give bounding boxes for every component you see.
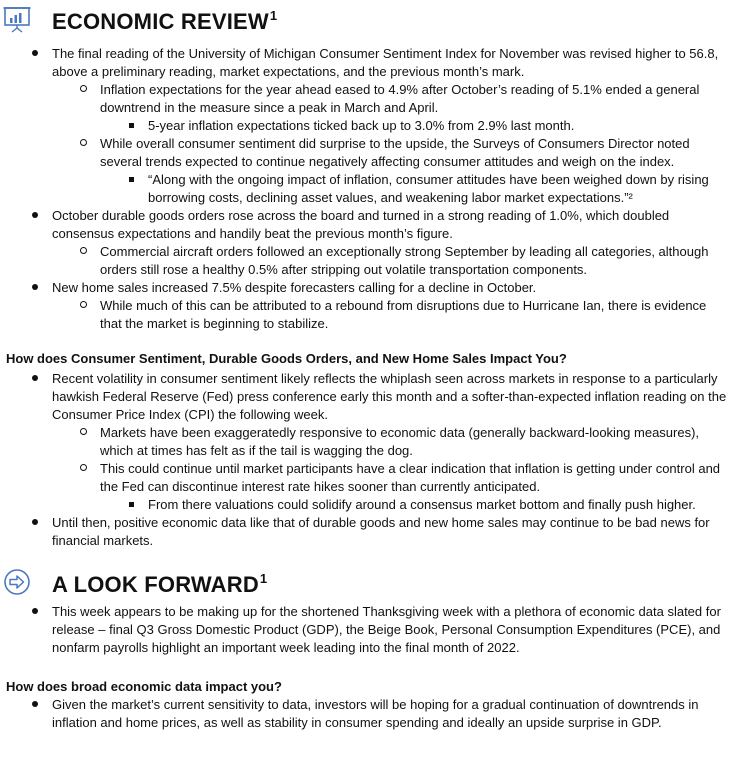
bullet-item-level-1 (0, 696, 731, 732)
bullet-text: Inflation expectations for the year ahead eased to 4.9% after October’s reading of 5.1% ended a general downtrend in the measure since a peak in March and April. (100, 82, 700, 115)
look-forward-list (0, 603, 731, 657)
bullet-text: While much of this can be attributed to a rebound from disruptions due to Hurricane Ian, there is evidence that the market is beginning to stabilize. (100, 298, 707, 331)
bullet-circle-icon (76, 297, 90, 315)
bullet-circle-icon (76, 243, 90, 261)
bullet-text: “Along with the ongoing impact of inflation, consumer attitudes have been weighed down by rising borrowing costs, declining asset values, and weakening labor market expectations.”² (148, 172, 709, 205)
bullet-text: 5-year inflation expectations ticked back up to 3.0% from 2.9% last month. (148, 118, 575, 133)
bullet-item-level-1 (0, 207, 731, 243)
look-forward-header (2, 567, 267, 597)
bullet-dot-icon (28, 370, 42, 388)
bullet-text: While overall consumer sentiment did surprise to the upside, the Surveys of Consumers Director noted several trends expected to continue negatively affecting consumer attitudes and weigh on the index. (100, 136, 690, 169)
bullet-square-icon (124, 496, 138, 514)
bullet-text: Markets have been exaggeratedly responsive to economic data (generally backward-looking measures), which at times has felt as if the tail is wagging the dog. (100, 425, 700, 458)
economic-review-list (0, 45, 731, 333)
bullet-circle-icon (76, 81, 90, 99)
bullet-item-level-2 (0, 460, 731, 496)
bullet-text: New home sales increased 7.5% despite forecasters calling for a decline in October. (52, 280, 537, 295)
bullet-item-level-2 (0, 424, 731, 460)
bullet-item-level-1 (0, 603, 731, 657)
economic-review-header (2, 4, 277, 34)
bullet-item-level-1 (0, 45, 731, 81)
bullet-item-level-1 (0, 279, 731, 297)
bullet-text: This week appears to be making up for the shortened Thanksgiving week with a plethora of economic data slated for release – final Q3 Gross Domestic Product (GDP), the Beige Book, Personal Consumption Expenditures (PCE), and nonfarm payrolls highlight an important week leading into the final month of 2022. (52, 604, 721, 655)
bullet-square-icon (124, 171, 138, 189)
bullet-circle-icon (76, 424, 90, 442)
broad-question-heading: How does broad economic data impact you? (6, 679, 282, 694)
bullet-item-level-2 (0, 243, 731, 279)
bullet-text: Commercial aircraft orders followed an exceptionally strong September by leading all categories, although orders still rose a healthy 0.5% after stripping out volatile transportation components. (100, 244, 709, 277)
bullet-dot-icon (28, 207, 42, 225)
bullet-item-level-3 (0, 117, 731, 135)
bullet-text: October durable goods orders rose across the board and turned in a strong reading of 1.0%, which doubled consensus expectations and handily beat the previous month’s figure. (52, 208, 670, 241)
bullet-item-level-2 (0, 81, 731, 117)
bullet-dot-icon (28, 514, 42, 532)
impact-question-list (0, 370, 731, 550)
bullet-dot-icon (28, 279, 42, 297)
bullet-text: Recent volatility in consumer sentiment likely reflects the whiplash seen across markets in response to a particularly hawkish Federal Reserve (Fed) press conference early this month and a softer-than-expected inflation reading on the Consumer Price Index (CPI) the following week. (52, 371, 727, 422)
economic-review-title: ECONOMIC REVIEW$^1$ (52, 8, 278, 34)
bullet-dot-icon (28, 45, 42, 63)
bullet-text: Given the market’s current sensitivity to data, investors will be hoping for a gradual continuation of downtrends in inflation and home prices, as well as stability in consumer spending and ideally an upside surprise in GDP. (52, 697, 699, 730)
bullet-dot-icon (28, 603, 42, 621)
impact-question-heading: How does Consumer Sentiment, Durable Goods Orders, and New Home Sales Impact You? (6, 351, 567, 366)
bullet-square-icon (124, 117, 138, 135)
bullet-text: The final reading of the University of Michigan Consumer Sentiment Index for November was revised higher to 56.8, above a preliminary reading, market expectations, and the previous month’s mark. (52, 46, 719, 79)
bullet-item-level-3 (0, 171, 731, 207)
bullet-item-level-1 (0, 370, 731, 424)
arrow-circle-icon (2, 567, 32, 597)
broad-question-list (0, 696, 731, 732)
bullet-item-level-3 (0, 496, 731, 514)
bullet-circle-icon (76, 135, 90, 153)
look-forward-title: A LOOK FORWARD$^1$ (52, 571, 268, 597)
bullet-item-level-2 (0, 297, 731, 333)
bullet-item-level-1 (0, 514, 731, 550)
bullet-dot-icon (28, 696, 42, 714)
bullet-text: From there valuations could solidify around a consensus market bottom and finally push higher. (148, 497, 696, 512)
bullet-item-level-2 (0, 135, 731, 171)
bullet-circle-icon (76, 460, 90, 478)
bullet-text: Until then, positive economic data like that of durable goods and new home sales may continue to be bad news for financial markets. (52, 515, 710, 548)
presentation-chart-icon (2, 4, 32, 34)
bullet-text: This could continue until market participants have a clear indication that inflation is getting under control and the Fed can discontinue interest rate hikes sooner than currently anticipated. (100, 461, 721, 494)
